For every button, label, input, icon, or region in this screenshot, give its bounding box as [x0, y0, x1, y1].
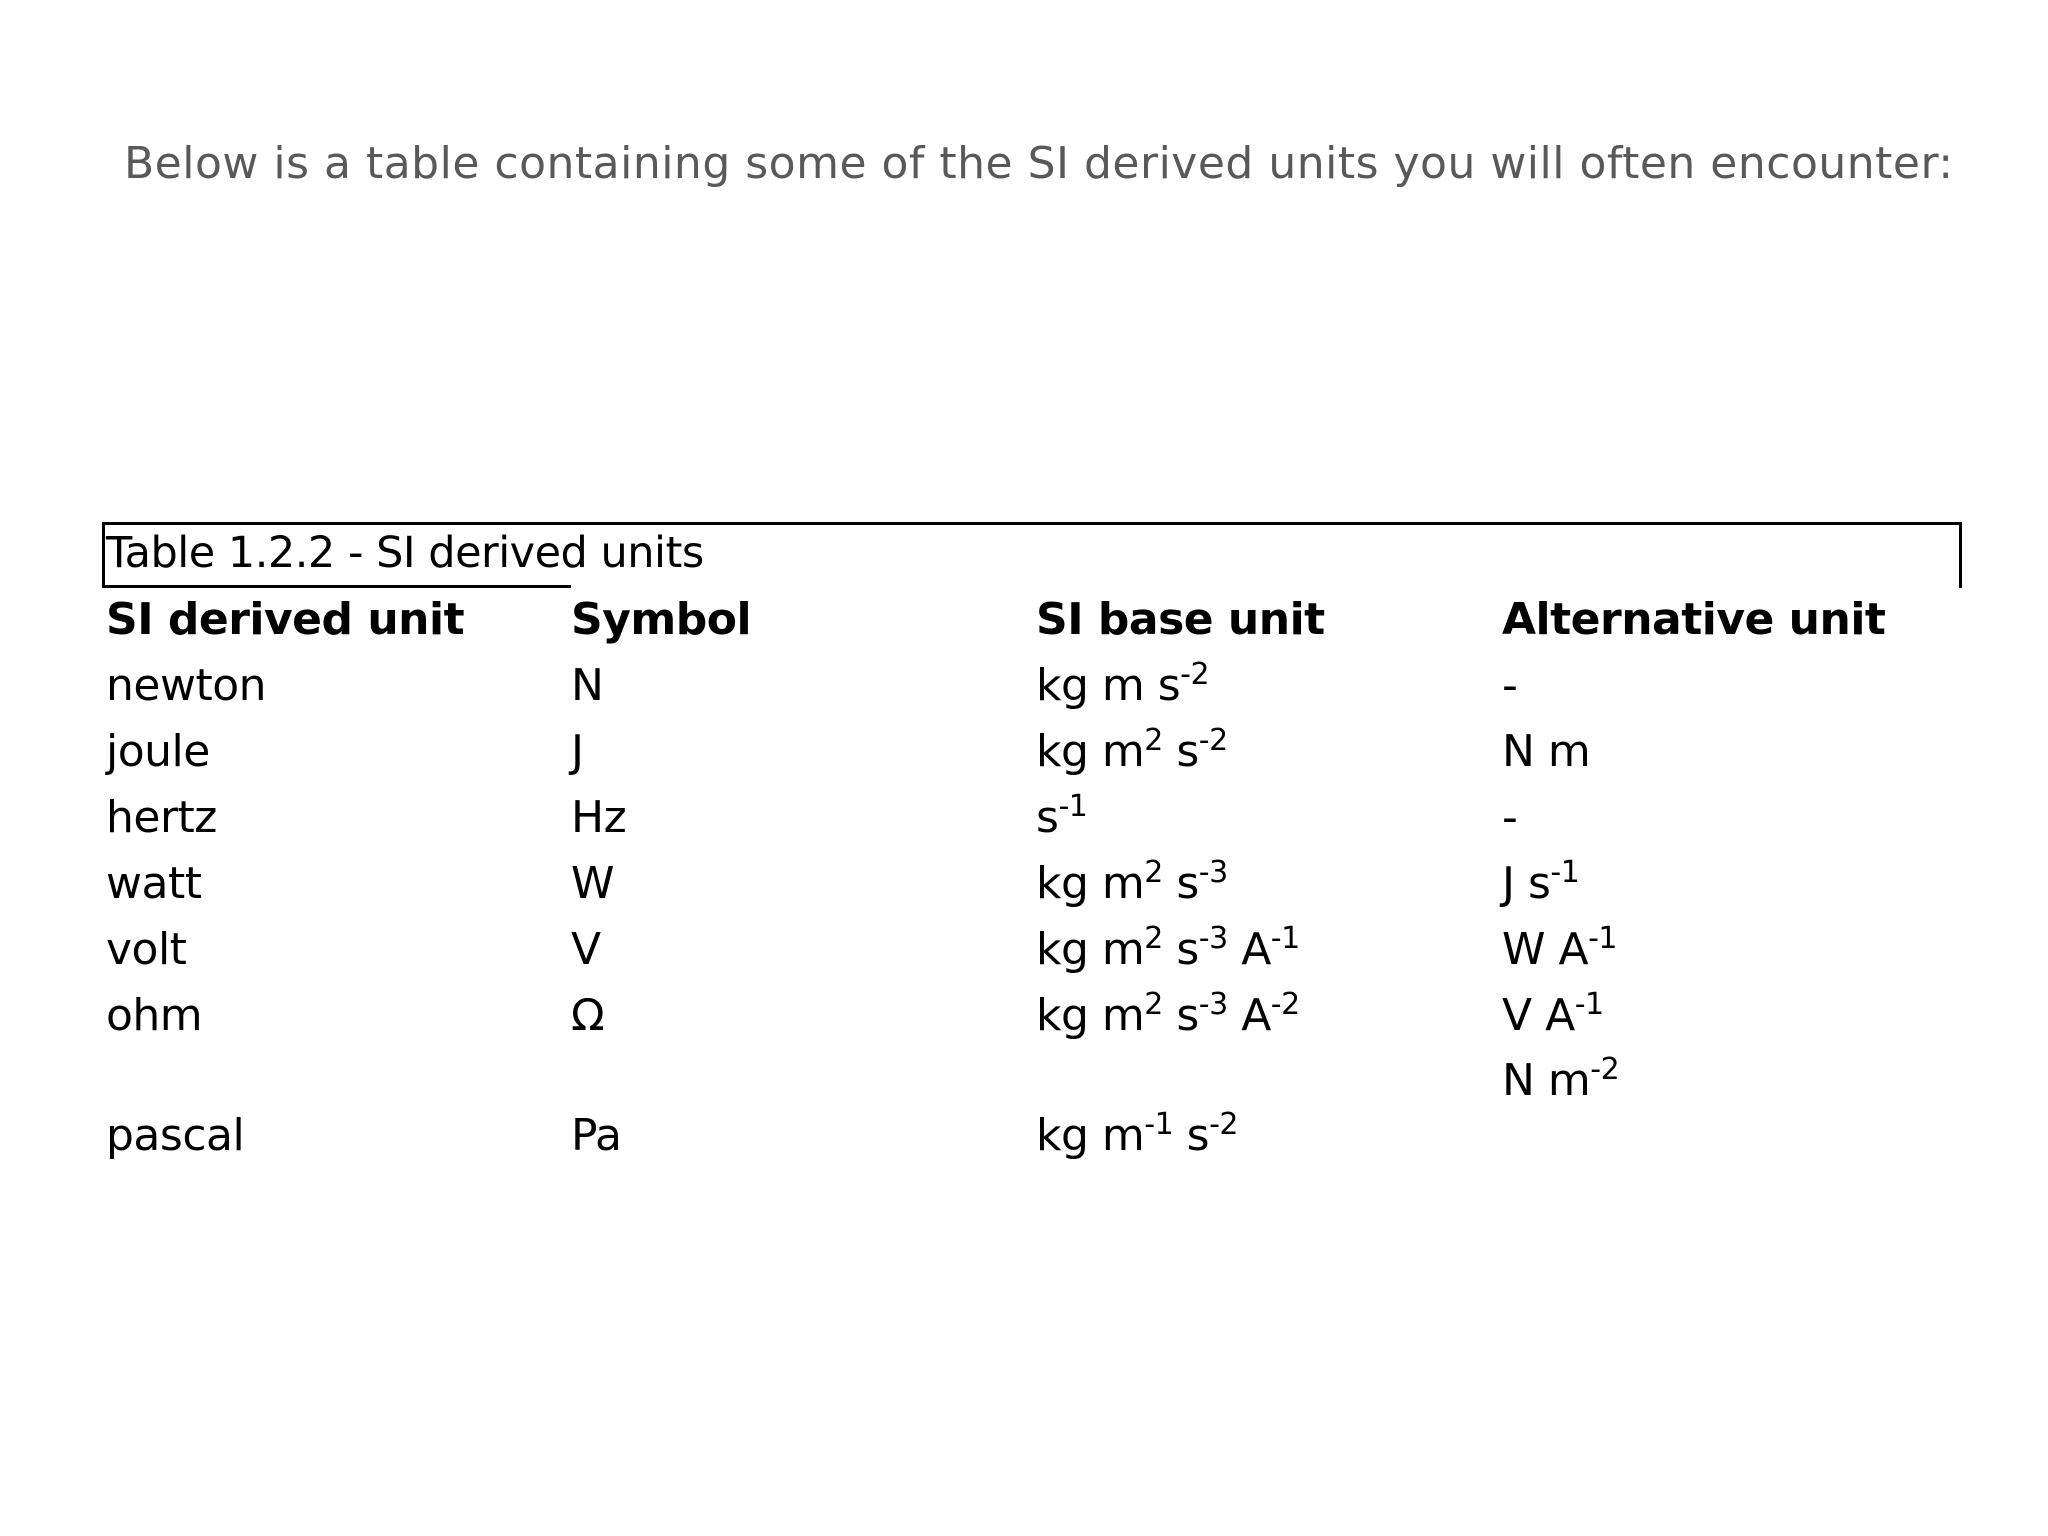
cell-base-unit: kg $m^{-1}$ $s^{-2}$ [1036, 1107, 1239, 1161]
cell-unit: newton [106, 660, 267, 711]
cell-unit: joule [106, 726, 210, 777]
exponent: 2 [1144, 987, 1163, 1022]
cell-symbol: Ω [571, 990, 605, 1041]
cell-alternative-unit: - [1502, 792, 1518, 843]
exponent: -1 [1270, 921, 1300, 956]
exponent: 2 [1144, 855, 1163, 890]
cell-base-unit: kg $m^2$ $s^{-3}$ $A^{-2}$ [1036, 987, 1300, 1041]
exponent: -1 [1550, 855, 1580, 890]
cell-unit: volt [106, 924, 187, 975]
header-alternative-unit: Alternative unit [1502, 594, 1886, 645]
cell-symbol: V [571, 924, 601, 975]
cell-symbol: N [571, 660, 604, 711]
cell-base-unit: $s^{-1}$ [1036, 789, 1088, 843]
cell-unit: ohm [106, 990, 203, 1041]
exponent: -1 [1144, 1107, 1174, 1142]
exponent: 2 [1144, 921, 1163, 956]
cell-unit: pascal [106, 1110, 245, 1161]
cell-alternative-unit: - [1502, 660, 1518, 711]
table-caption: Table 1.2.2 - SI derived units [106, 528, 704, 578]
exponent: -3 [1198, 855, 1228, 890]
exponent: -3 [1198, 921, 1228, 956]
intro-text: Below is a table containing some of the SI derived units you will often encounter: [124, 138, 1954, 189]
caption-underline [105, 585, 571, 588]
exponent: -3 [1198, 987, 1228, 1022]
cell-symbol: J [571, 726, 584, 777]
cell-alternative-unit: N $m^{-2}$ [1502, 1052, 1620, 1106]
cell-base-unit: kg $m^2$ $s^{-3}$ $A^{-1}$ [1036, 921, 1300, 975]
cell-alternative-unit: W $A^{-1}$ [1502, 921, 1618, 975]
exponent: 2 [1144, 723, 1163, 758]
cell-symbol: W [571, 858, 615, 909]
cell-symbol: Pa [571, 1110, 622, 1161]
exponent: -2 [1209, 1107, 1239, 1142]
exponent: -1 [1574, 987, 1604, 1022]
exponent: -2 [1180, 657, 1210, 692]
header-si-derived-unit: SI derived unit [106, 594, 465, 645]
exponent: -1 [1588, 921, 1618, 956]
cell-alternative-unit: V $A^{-1}$ [1502, 987, 1604, 1041]
cell-symbol: Hz [571, 792, 627, 843]
header-symbol: Symbol [571, 594, 752, 645]
cell-base-unit: kg $m^2$ $s^{-2}$ [1036, 723, 1228, 777]
cell-unit: hertz [106, 792, 217, 843]
cell-alternative-unit: J $s^{-1}$ [1502, 855, 1580, 909]
cell-alternative-unit: N m [1502, 726, 1591, 777]
exponent: -2 [1590, 1052, 1620, 1087]
exponent: -2 [1198, 723, 1228, 758]
cell-unit: watt [106, 858, 202, 909]
cell-base-unit: kg $m^2$ $s^{-3}$ [1036, 855, 1228, 909]
header-si-base-unit: SI base unit [1036, 594, 1325, 645]
exponent: -1 [1058, 789, 1088, 824]
exponent: -2 [1270, 987, 1300, 1022]
cell-base-unit: kg m $s^{-2}$ [1036, 657, 1210, 711]
